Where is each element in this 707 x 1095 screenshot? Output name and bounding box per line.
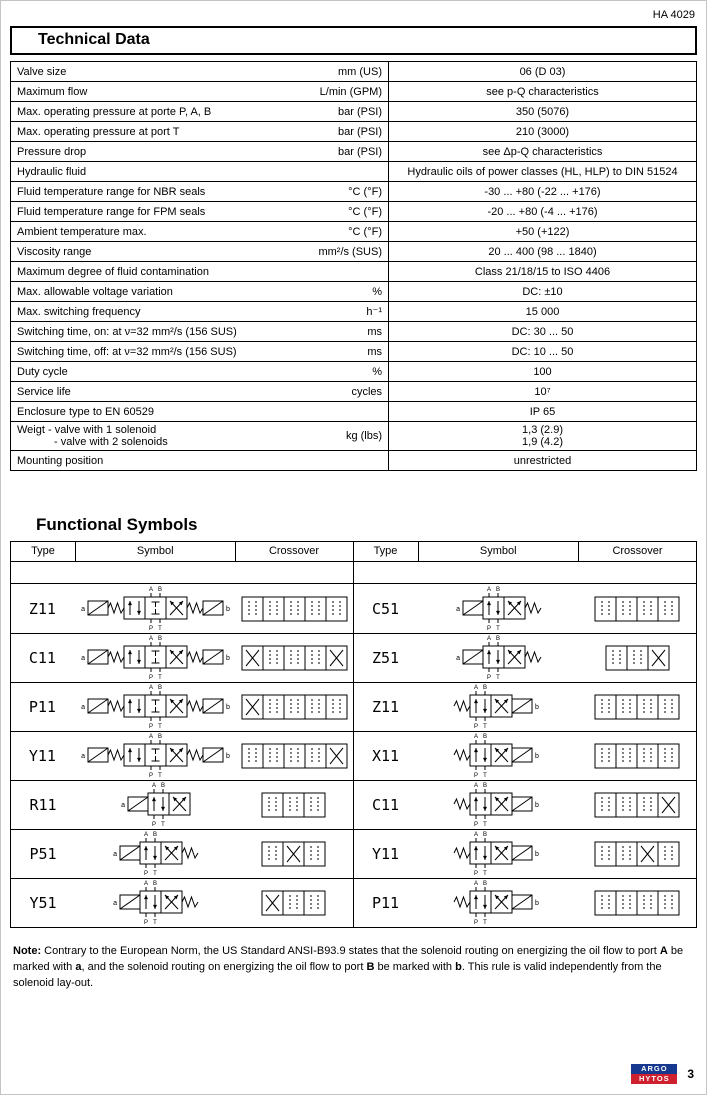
symbol-row	[11, 731, 353, 780]
valve-symbol	[418, 879, 579, 927]
svg-text:P: P	[474, 920, 479, 926]
header-type: Type	[373, 545, 398, 557]
svg-text:T: T	[483, 773, 488, 779]
svg-text:T: T	[483, 920, 488, 926]
svg-text:T: T	[483, 871, 488, 877]
value-cell: DC: ±10	[389, 282, 697, 302]
crossover-symbol	[578, 888, 696, 918]
symbol-row	[11, 682, 353, 731]
symbols-header-row	[11, 542, 696, 562]
svg-text:A: A	[474, 881, 479, 887]
symbols-header-left	[11, 542, 354, 561]
value-cell: 350 (5076)	[389, 102, 697, 122]
svg-text:B: B	[157, 636, 162, 642]
svg-text:P: P	[144, 871, 149, 877]
symbol-row	[11, 829, 353, 878]
valve-type-label: C11	[28, 649, 56, 667]
crossover-symbol	[237, 643, 353, 673]
param-cell: Weigt - valve with 1 solenoid - valve with 2 solenoids	[11, 422, 289, 451]
symbol-row	[354, 878, 697, 927]
svg-text:b: b	[225, 655, 230, 662]
unit-cell	[289, 451, 389, 471]
table-row	[11, 222, 697, 242]
symbols-body	[11, 584, 696, 927]
valve-symbol	[74, 683, 237, 731]
value-cell: IP 65	[389, 402, 697, 422]
svg-text:P: P	[474, 773, 479, 779]
value-cell: unrestricted	[389, 451, 697, 471]
symbol-row	[354, 829, 697, 878]
svg-text:a: a	[80, 704, 85, 711]
crossover-symbol	[578, 839, 696, 869]
svg-text:T: T	[161, 822, 166, 828]
svg-text:b: b	[535, 900, 540, 907]
crossover-symbol	[237, 692, 353, 722]
svg-text:A: A	[474, 832, 479, 838]
valve-symbol	[418, 634, 579, 682]
param-cell: Pressure drop	[11, 142, 289, 162]
param-cell: Fluid temperature range for NBR seals	[11, 182, 289, 202]
param-cell: Hydraulic fluid	[11, 162, 289, 182]
valve-type-label: X11	[371, 747, 400, 765]
svg-text:A: A	[144, 832, 149, 838]
unit-cell: mm (US)	[338, 65, 382, 78]
table-row	[11, 322, 697, 342]
unit-cell: cycles	[289, 382, 389, 402]
unit-cell: %	[289, 362, 389, 382]
value-cell: -30 ... +80 (-22 ... +176)	[389, 182, 697, 202]
symbol-row	[354, 731, 697, 780]
svg-text:T: T	[496, 625, 501, 632]
unit-cell: ms	[289, 342, 389, 362]
valve-symbol	[74, 732, 237, 780]
valve-type-label: Y11	[371, 845, 400, 863]
svg-text:b: b	[225, 753, 230, 760]
svg-text:B: B	[161, 783, 166, 789]
svg-text:B: B	[483, 783, 488, 789]
crossover-symbol	[237, 594, 353, 624]
svg-text:T: T	[157, 625, 162, 632]
valve-symbol	[418, 830, 579, 878]
svg-text:B: B	[157, 586, 162, 593]
valve-type-label: Y11	[28, 747, 56, 765]
table-row	[11, 102, 697, 122]
svg-text:A: A	[152, 783, 157, 789]
svg-text:T: T	[153, 920, 158, 926]
unit-cell: bar (PSI)	[289, 102, 389, 122]
crossover-symbol	[237, 741, 353, 771]
valve-type-label: P11	[371, 894, 400, 912]
document-reference: HA 4029	[652, 9, 695, 21]
param-cell: Maximum degree of fluid contamination	[11, 262, 289, 282]
symbols-right-column	[354, 584, 697, 927]
svg-text:A: A	[148, 586, 153, 593]
symbol-row	[11, 780, 353, 829]
symbols-spacer-left	[11, 562, 354, 583]
crossover-symbol	[578, 643, 696, 673]
param-cell: Fluid temperature range for FPM seals	[11, 202, 289, 222]
svg-text:B: B	[483, 734, 488, 740]
value-cell: 1,3 (2.9) 1,9 (4.2)	[389, 422, 697, 451]
header-crossover: Crossover	[578, 542, 696, 561]
param-cell: Ambient temperature max.	[11, 222, 289, 242]
param-cell: Mounting position	[11, 451, 289, 471]
symbols-left-column	[11, 584, 354, 927]
svg-text:a: a	[80, 753, 85, 760]
valve-type-label: C51	[371, 599, 400, 618]
valve-symbol	[75, 830, 235, 878]
unit-cell: °C (°F)	[289, 182, 389, 202]
svg-text:T: T	[483, 724, 488, 730]
symbol-row	[11, 633, 353, 682]
svg-text:B: B	[157, 685, 162, 691]
value-cell: 20 ... 400 (98 ... 1840)	[389, 242, 697, 262]
unit-cell	[289, 402, 389, 422]
svg-text:b: b	[535, 704, 540, 711]
symbol-row	[354, 682, 697, 731]
unit-cell: bar (PSI)	[289, 122, 389, 142]
svg-text:A: A	[487, 636, 492, 642]
crossover-symbol	[235, 888, 353, 918]
table-row	[11, 82, 697, 102]
table-row	[11, 122, 697, 142]
value-cell: Hydraulic oils of power classes (HL, HLP) to DIN 51524	[389, 162, 697, 182]
svg-text:P: P	[474, 724, 479, 730]
value-cell: 10⁷	[389, 382, 697, 402]
crossover-symbol	[578, 594, 696, 624]
table-row	[11, 402, 697, 422]
param-cell: Max. operating pressure at port T	[11, 122, 289, 142]
value-cell: 06 (D 03)	[389, 62, 697, 82]
table-row	[11, 422, 697, 451]
svg-text:B: B	[153, 881, 158, 887]
svg-text:B: B	[483, 685, 488, 691]
unit-cell: kg (lbs)	[289, 422, 389, 451]
unit-cell	[289, 262, 389, 282]
svg-text:P: P	[148, 773, 153, 779]
unit-cell: °C (°F)	[289, 222, 389, 242]
svg-text:A: A	[148, 685, 153, 691]
valve-type-label: P11	[28, 698, 56, 716]
svg-text:A: A	[474, 685, 479, 691]
unit-cell: h⁻¹	[289, 302, 389, 322]
valve-symbol	[418, 683, 579, 731]
svg-text:A: A	[148, 734, 153, 740]
svg-text:b: b	[535, 802, 540, 809]
table-row	[11, 382, 697, 402]
svg-text:b: b	[535, 851, 540, 858]
table-row	[11, 451, 697, 471]
symbol-row	[354, 633, 697, 682]
symbol-row	[11, 584, 353, 633]
svg-text:P: P	[148, 675, 153, 681]
value-cell: -20 ... +80 (-4 ... +176)	[389, 202, 697, 222]
crossover-symbol	[235, 790, 353, 820]
technical-data-body	[11, 62, 697, 471]
header-type: Type	[31, 545, 55, 557]
symbol-row	[354, 584, 697, 633]
svg-text:P: P	[144, 920, 149, 926]
table-row	[11, 242, 697, 262]
unit-cell: L/min (GPM)	[289, 82, 389, 102]
value-cell: DC: 10 ... 50	[389, 342, 697, 362]
param-cell: Max. allowable voltage variation	[11, 282, 289, 302]
svg-text:A: A	[474, 783, 479, 789]
symbols-header-right	[354, 542, 697, 561]
page-number: 3	[687, 1067, 694, 1081]
header-symbol: Symbol	[418, 542, 579, 561]
header-symbol: Symbol	[75, 542, 235, 561]
unit-cell: ms	[289, 322, 389, 342]
param-cell: Enclosure type to EN 60529	[11, 402, 289, 422]
table-row	[11, 302, 697, 322]
section-title-technical-data: Technical Data	[10, 26, 697, 55]
svg-text:B: B	[483, 832, 488, 838]
svg-text:A: A	[487, 586, 492, 593]
valve-symbol	[75, 781, 235, 829]
value-cell: 210 (3000)	[389, 122, 697, 142]
value-cell: 100	[389, 362, 697, 382]
svg-text:b: b	[225, 605, 230, 613]
svg-text:B: B	[496, 586, 501, 593]
table-row	[11, 62, 697, 82]
table-row	[11, 342, 697, 362]
logo-argo: ARGO	[631, 1064, 677, 1074]
valve-symbol	[418, 732, 579, 780]
valve-type-label: C11	[371, 796, 400, 814]
param-cell: Max. operating pressure at porte P, A, B	[11, 102, 289, 122]
table-row	[11, 162, 697, 182]
svg-text:P: P	[474, 822, 479, 828]
param-cell: Duty cycle	[11, 362, 289, 382]
param-cell: Viscosity range	[11, 242, 289, 262]
valve-type-label: Z51	[371, 649, 400, 667]
table-row	[11, 142, 697, 162]
value-cell: see p-Q characteristics	[389, 82, 697, 102]
svg-text:P: P	[152, 822, 157, 828]
crossover-symbol	[235, 839, 353, 869]
unit-cell: bar (PSI)	[289, 142, 389, 162]
param-cell: Maximum flow	[11, 82, 289, 102]
svg-text:B: B	[153, 832, 158, 838]
table-row	[11, 202, 697, 222]
value-cell: +50 (+122)	[389, 222, 697, 242]
valve-type-label: P51	[29, 845, 57, 863]
svg-text:a: a	[80, 655, 85, 662]
svg-text:A: A	[148, 636, 153, 642]
unit-cell: °C (°F)	[289, 202, 389, 222]
value-cell: DC: 30 ... 50	[389, 322, 697, 342]
svg-text:P: P	[474, 871, 479, 877]
svg-text:b: b	[225, 704, 230, 711]
valve-type-label: Y51	[29, 894, 57, 912]
value-cell: see Δp-Q characteristics	[389, 142, 697, 162]
svg-text:A: A	[144, 881, 149, 887]
value-cell: 15 000	[389, 302, 697, 322]
svg-text:b: b	[535, 753, 540, 760]
valve-symbol	[74, 585, 237, 633]
symbol-row	[354, 780, 697, 829]
note-text: Note: Contrary to the European Norm, the US Standard ANSI-B93.9 states that the solenoid routing on energizing the oil flow to port A be marked with a, and the solenoid routing on energizing the oil flow to port B be marked with b. This rule is valid independently from the solenoid lay-out.	[13, 945, 684, 989]
logo-hytos: HYTOS	[631, 1074, 677, 1084]
table-row	[11, 362, 697, 382]
param-cell: Service life	[11, 382, 289, 402]
svg-text:P: P	[148, 625, 153, 632]
svg-text:P: P	[487, 625, 492, 632]
valve-type-label: R11	[29, 796, 57, 814]
unit-cell: %	[289, 282, 389, 302]
valve-symbol	[418, 585, 579, 633]
param-cell: Valve size	[17, 65, 67, 78]
unit-cell	[289, 162, 389, 182]
header-crossover: Crossover	[235, 542, 353, 561]
valve-symbol	[418, 781, 579, 829]
crossover-symbol	[578, 692, 696, 722]
valve-type-label: Z11	[28, 599, 56, 618]
param-cell: Max. switching frequency	[11, 302, 289, 322]
svg-text:a: a	[456, 605, 461, 613]
svg-text:T: T	[157, 675, 162, 681]
table-row	[11, 182, 697, 202]
symbols-spacer-right	[354, 562, 697, 583]
symbol-row	[11, 878, 353, 927]
page-footer	[631, 1064, 694, 1084]
table-row	[11, 262, 697, 282]
svg-text:a: a	[80, 605, 85, 613]
svg-text:T: T	[157, 724, 162, 730]
svg-text:a: a	[113, 900, 118, 907]
svg-text:B: B	[157, 734, 162, 740]
unit-cell: mm²/s (SUS)	[289, 242, 389, 262]
svg-text:P: P	[148, 724, 153, 730]
crossover-symbol	[578, 741, 696, 771]
svg-text:T: T	[483, 822, 488, 828]
crossover-symbol	[578, 790, 696, 820]
table-row	[11, 282, 697, 302]
svg-text:B: B	[496, 636, 501, 642]
svg-text:T: T	[157, 773, 162, 779]
param-cell: Switching time, on: at ν=32 mm²/s (156 SUS)	[11, 322, 289, 342]
valve-type-label: Z11	[371, 698, 400, 716]
svg-text:B: B	[483, 881, 488, 887]
valve-symbol	[75, 879, 235, 927]
symbols-spacer	[11, 562, 696, 584]
svg-text:T: T	[153, 871, 158, 877]
value-cell: Class 21/18/15 to ISO 4406	[389, 262, 697, 282]
svg-text:a: a	[113, 851, 118, 858]
technical-data-table	[10, 61, 697, 471]
svg-text:T: T	[496, 675, 501, 681]
svg-text:a: a	[121, 802, 126, 809]
svg-text:P: P	[487, 675, 492, 681]
svg-text:a: a	[456, 655, 461, 662]
valve-symbol	[74, 634, 237, 682]
svg-text:A: A	[474, 734, 479, 740]
argo-hytos-logo	[631, 1064, 677, 1084]
section-title-functional-symbols: Functional Symbols	[36, 515, 198, 534]
functional-symbols-table	[10, 541, 697, 928]
param-cell: Switching time, off: at ν=32 mm²/s (156 SUS)	[11, 342, 289, 362]
